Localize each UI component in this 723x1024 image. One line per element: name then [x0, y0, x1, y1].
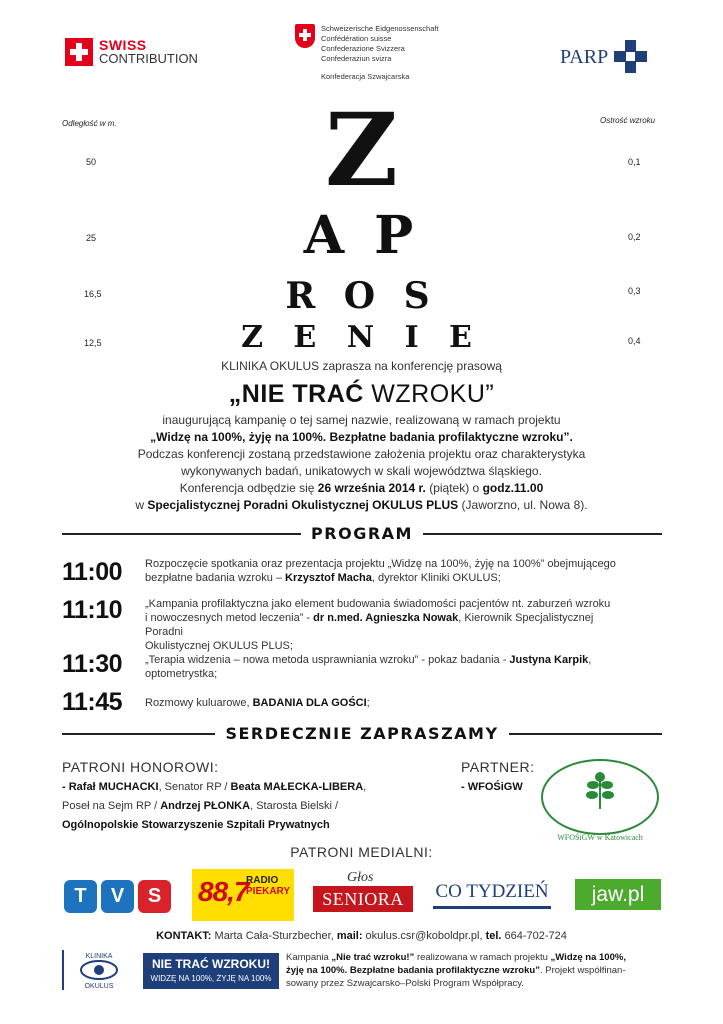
tvs-letter: T [64, 880, 97, 913]
parp-text: PARP [560, 45, 609, 68]
distance-value: 12,5 [84, 338, 102, 348]
program-item-description: Rozmowy kuluarowe, BADANIA DLA GOŚCI; [145, 697, 370, 709]
campaign-banner [143, 953, 279, 989]
confed-line: Confederazione Svizzera [321, 44, 405, 53]
program-heading: PROGRAM [62, 524, 662, 543]
chart-row-2: A P [303, 205, 420, 266]
program-time: 11:00 [62, 558, 123, 586]
contact-line: KONTAKT: Marta Cała-Sturzbecher, mail: okulus.csr@koboldpr.pl, tel. 664-702-724 [156, 930, 567, 942]
program-time: 11:30 [62, 650, 123, 678]
program-time: 11:10 [62, 596, 123, 624]
jaw-pl-logo: jaw.pl [575, 879, 661, 910]
program-item-description: „Kampania profilaktyczna jako element budowania świadomości pacjentów nt. zaburzeń wzroku i nowoczesnych metod leczenia” - dr n.med. Agnieszka Nowak, Kierownik Specjalistycznej Poradni Okulistycznej OKULUS PLUS; [145, 598, 611, 652]
tvs-logo [64, 880, 171, 913]
media-patrons-label: PATRONI MEDIALNI: [290, 844, 433, 860]
acuity-value: 0,1 [628, 157, 641, 167]
parp-logo [560, 40, 648, 74]
event-title: „NIE TRAĆ WZROKU” [228, 380, 495, 408]
wfosigw-logo [541, 759, 659, 835]
radio-frequency: 88,7 [198, 876, 249, 907]
swiss-logo-line1: SWISS [99, 37, 147, 53]
svg-text:KLINIKA: KLINIKA [85, 953, 113, 960]
description: inaugurującą kampanię o tej samej nazwie, realizowaną w ramach projektu „Widzę na 100%, żyję na 100%. Bezpłatne badania profilaktyczne wzroku”. Podczas konferencji zostaną przedstawione założenia projektu oraz charakterystyka wykonywanych badań, unikatowych w skali województwa śląskiego. Konferencja odbędzie się 26 września 2014 r. (piątek) o godz.11.00 w Specjalistycznej Poradni Okulistycznej OKULUS PLUS (Jaworzno, ul. Nowa 8). [135, 413, 588, 512]
banner-subtitle: WIDZĘ NA 100%, ŻYJĘ NA 100% [150, 974, 272, 983]
honorary-patrons-label: PATRONI HONOROWI: [62, 759, 219, 775]
tvs-letter: V [101, 880, 134, 913]
footer-note: Kampania „Nie trać wzroku!” realizowana w ramach projektu „Widzę na 100%, żyję na 100%. Bezpłatne badania profilaktyczne wzroku”. Projekt współfinan- sowany przez Szwajcarsko–Polski Program Współpracy. [286, 952, 626, 989]
radio-piekary-logo [192, 869, 294, 921]
radio-label: RADIO [246, 875, 279, 886]
partner-name: - WFOŚiGW [461, 781, 523, 793]
acuity-value: 0,3 [628, 286, 641, 296]
tree-icon [585, 771, 615, 811]
glos-top-text: Głos [347, 870, 374, 885]
confed-line: Schweizerische Eidgenossenschaft [321, 24, 439, 33]
honorary-patrons-list: - Rafał MUCHACKI, Senator RP / Beata MAŁECKA-LIBERA, Poseł na Sejm RP / Andrzej PŁONKA, Starosta Bielski / Ogólnopolskie Stowarzyszenie Szpitali Prywatnych [62, 781, 367, 831]
confed-polish: Konfederacja Szwajcarska [321, 72, 410, 81]
program-item-description: Rozpoczęcie spotkania oraz prezentacja projektu „Widzę na 100%, żyję na 100%” obejmującego bezpłatne badania wzroku – Krzysztof Macha, dyrektor Kliniki OKULUS; [145, 558, 616, 584]
co-tydzien-logo: CO TYDZIEŃ [433, 881, 551, 909]
wfosigw-caption: WFOŚiGW w Katowicach [557, 833, 643, 842]
acuity-label: Ostrość wzroku [600, 116, 656, 125]
program-item-description: „Terapia widzenia – nowa metoda usprawniania wzroku” - pokaz badania - Justyna Karpik, optometrystka; [145, 654, 592, 680]
klinika-okulus-logo [62, 950, 136, 990]
tvs-letter: S [138, 880, 171, 913]
swiss-logo-line2: CONTRIBUTION [99, 51, 198, 66]
program-time: 11:45 [62, 688, 123, 716]
svg-text:OKULUS: OKULUS [84, 983, 114, 990]
glos-bottom-text: SENIORA [313, 886, 413, 912]
glos-seniora-logo [313, 870, 413, 915]
chart-row-1: Z [325, 91, 398, 209]
chart-row-4: Z E N I E [241, 320, 482, 355]
intro-text: KLINIKA OKULUS zaprasza na konferencję prasową [221, 359, 502, 373]
swiss-confederation-logo [295, 24, 439, 82]
distance-label: Odległość w m. [62, 119, 117, 128]
acuity-value: 0,2 [628, 232, 641, 242]
swiss-cross-icon [65, 38, 93, 66]
banner-title: NIE TRAĆ WZROKU! [152, 957, 270, 971]
partner-label: PARTNER: [461, 759, 535, 775]
distance-value: 25 [86, 233, 97, 243]
confed-line: Confederaziun svizra [321, 54, 392, 63]
acuity-value: 0,4 [628, 336, 641, 346]
radio-brand: PIEKARY [246, 886, 291, 897]
swiss-contribution-logo [65, 38, 198, 66]
invite-heading: SERDECZNIE ZAPRASZAMY [62, 724, 662, 743]
distance-value: 16,5 [84, 289, 102, 299]
distance-value: 50 [86, 157, 97, 167]
chart-row-3: R O S [285, 275, 438, 317]
parp-mark-icon [614, 40, 648, 74]
confed-line: Confédération suisse [321, 34, 392, 43]
swiss-shield-icon [295, 24, 315, 48]
